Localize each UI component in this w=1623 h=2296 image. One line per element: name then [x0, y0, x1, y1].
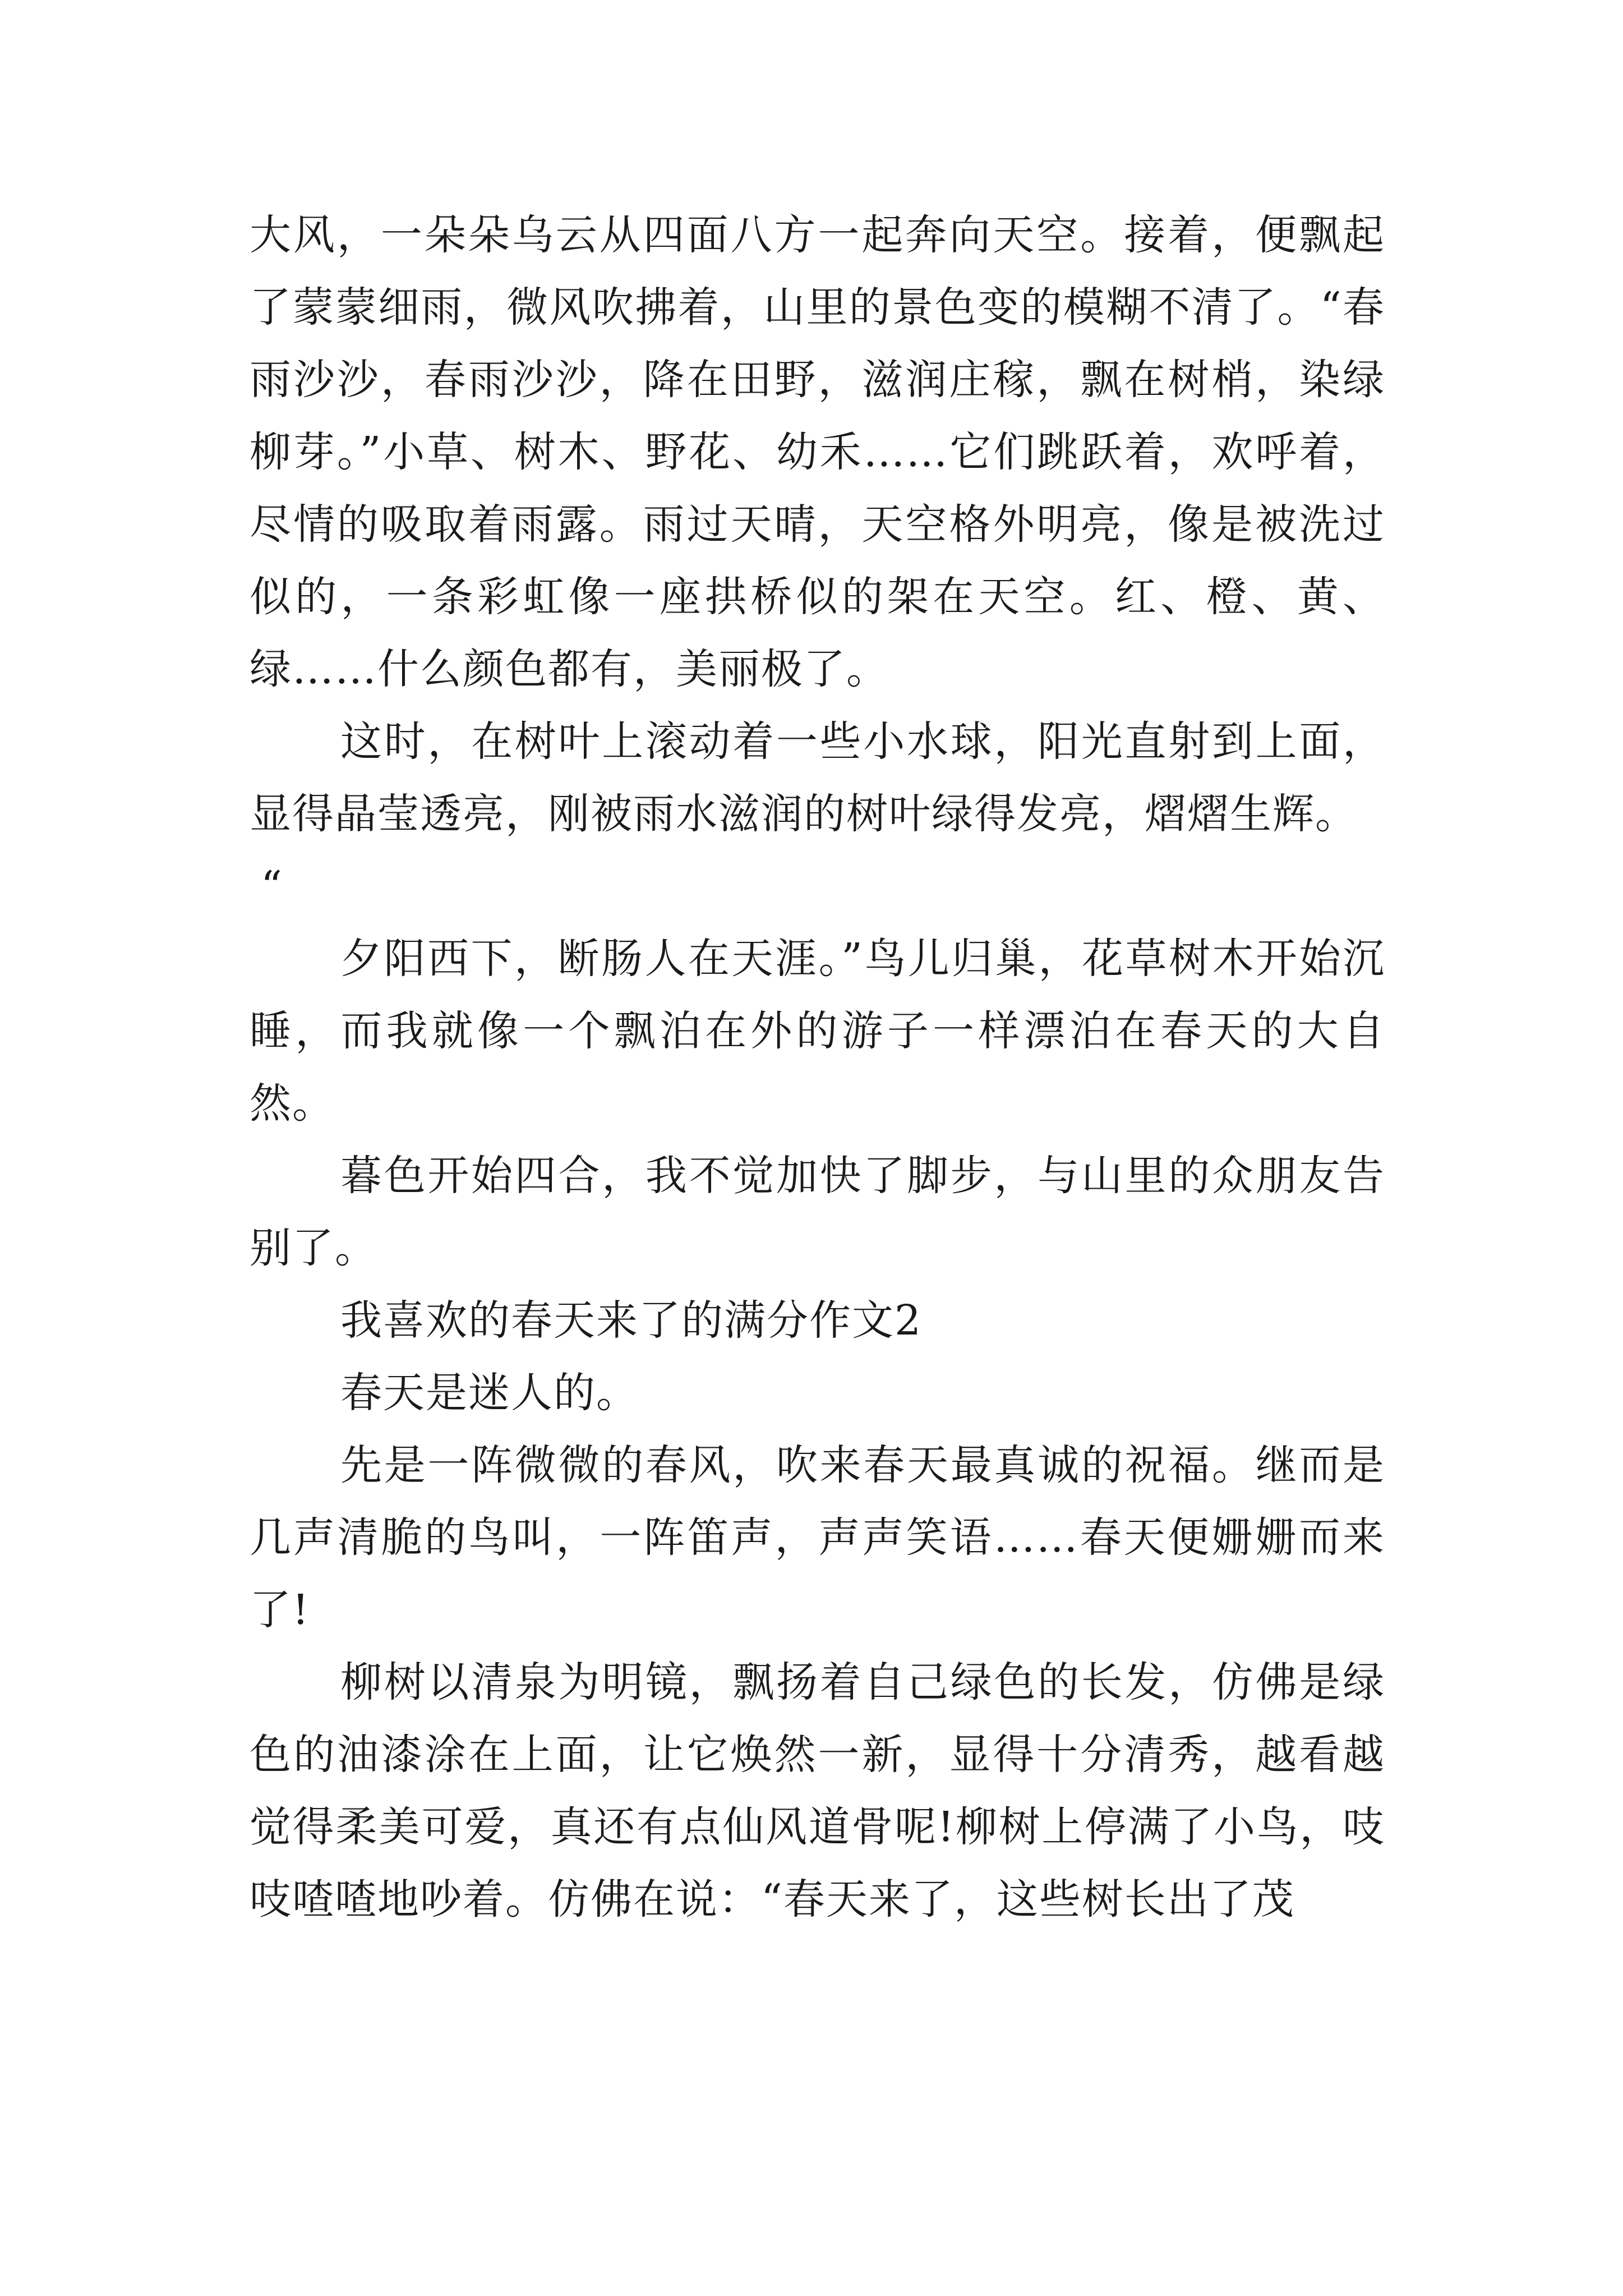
essay-title-2: 我喜欢的春天来了的满分作文2 — [340, 1296, 923, 1345]
stray-quote-mark: “ — [261, 862, 283, 910]
paragraph-3: 夕阳西下，断肠人在天涯。”鸟儿归巢，花草树木开始沉睡，而我就像一个飘泊在外的游子一样漂泊在春天的大自然。 — [250, 935, 1385, 1128]
paragraph-2: 这时，在树叶上滚动着一些小水球，阳光直射到上面，显得晶莹透亮，刚被雨水滋润的树叶绿得发亮，熠熠生辉。 — [250, 717, 1385, 838]
paragraph-5: 春天是迷人的。 — [340, 1369, 639, 1417]
document-body — [250, 199, 1385, 1936]
paragraph-4: 暮色开始四合，我不觉加快了脚步，与山里的众朋友告别了。 — [250, 1152, 1385, 1272]
paragraph-7: 柳树以清泉为明镜，飘扬着自己绿色的长发，仿佛是绿色的油漆涂在上面，让它焕然一新，显得十分清秀，越看越觉得柔美可爱，真还有点仙风道骨呢!柳树上停满了小鸟，吱吱喳喳地吵着。仿佛在说：“春天来了，这些树长出了茂 — [250, 1658, 1385, 1924]
paragraph-6: 先是一阵微微的春风，吹来春天最真诚的祝福。继而是几声清脆的鸟叫，一阵笛声，声声笑语……春天便姗姗而来了! — [250, 1441, 1385, 1634]
paragraph-1: 大风，一朵朵乌云从四面八方一起奔向天空。接着，便飘起了蒙蒙细雨，微风吹拂着，山里的景色变的模糊不清了。“春雨沙沙，春雨沙沙，降在田野，滋润庄稼，飘在树梢，染绿柳芽。”小草、树木、野花、幼禾……它们跳跃着，欢呼着，尽情的吸取着雨露。雨过天晴，天空格外明亮，像是被洗过似的，一条彩虹像一座拱桥似的架在天空。红、橙、黄、绿……什么颜色都有，美丽极了。 — [250, 211, 1385, 693]
